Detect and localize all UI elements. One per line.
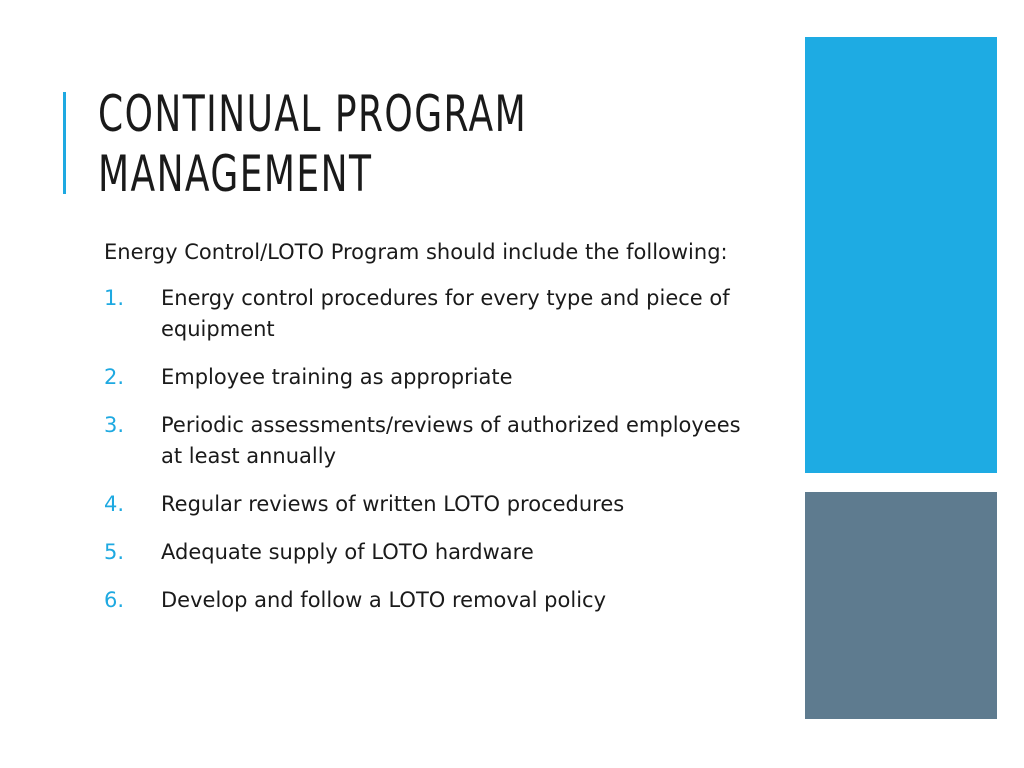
title-accent-bar <box>63 92 66 194</box>
list-item <box>104 283 764 345</box>
list-item <box>104 362 764 393</box>
numbered-list <box>104 283 764 616</box>
slide-body <box>104 237 764 633</box>
list-text: Energy control procedures for every type and piece of equipment <box>161 286 730 341</box>
list-text: Adequate supply of LOTO hardware <box>161 540 534 564</box>
list-number: 1. <box>104 286 125 310</box>
decorative-panel-bottom <box>805 492 997 719</box>
list-item <box>104 585 764 616</box>
list-text: Develop and follow a LOTO removal policy <box>161 588 606 612</box>
title-line-2: MANAGEMENT <box>98 145 373 203</box>
list-number: 3. <box>104 413 125 437</box>
list-number: 4. <box>104 492 125 516</box>
title-line-1: CONTINUAL PROGRAM <box>98 85 528 143</box>
list-item <box>104 537 764 568</box>
list-text: Employee training as appropriate <box>161 365 513 389</box>
list-number: 2. <box>104 365 125 389</box>
slide-title <box>98 84 588 204</box>
list-item <box>104 489 764 520</box>
decorative-panel-top <box>805 37 997 473</box>
list-number: 6. <box>104 588 125 612</box>
intro-text: Energy Control/LOTO Program should include the following: <box>104 240 728 264</box>
list-text: Regular reviews of written LOTO procedures <box>161 492 625 516</box>
list-item <box>104 410 764 472</box>
list-number: 5. <box>104 540 125 564</box>
list-text: Periodic assessments/reviews of authorized employees at least annually <box>161 413 741 468</box>
